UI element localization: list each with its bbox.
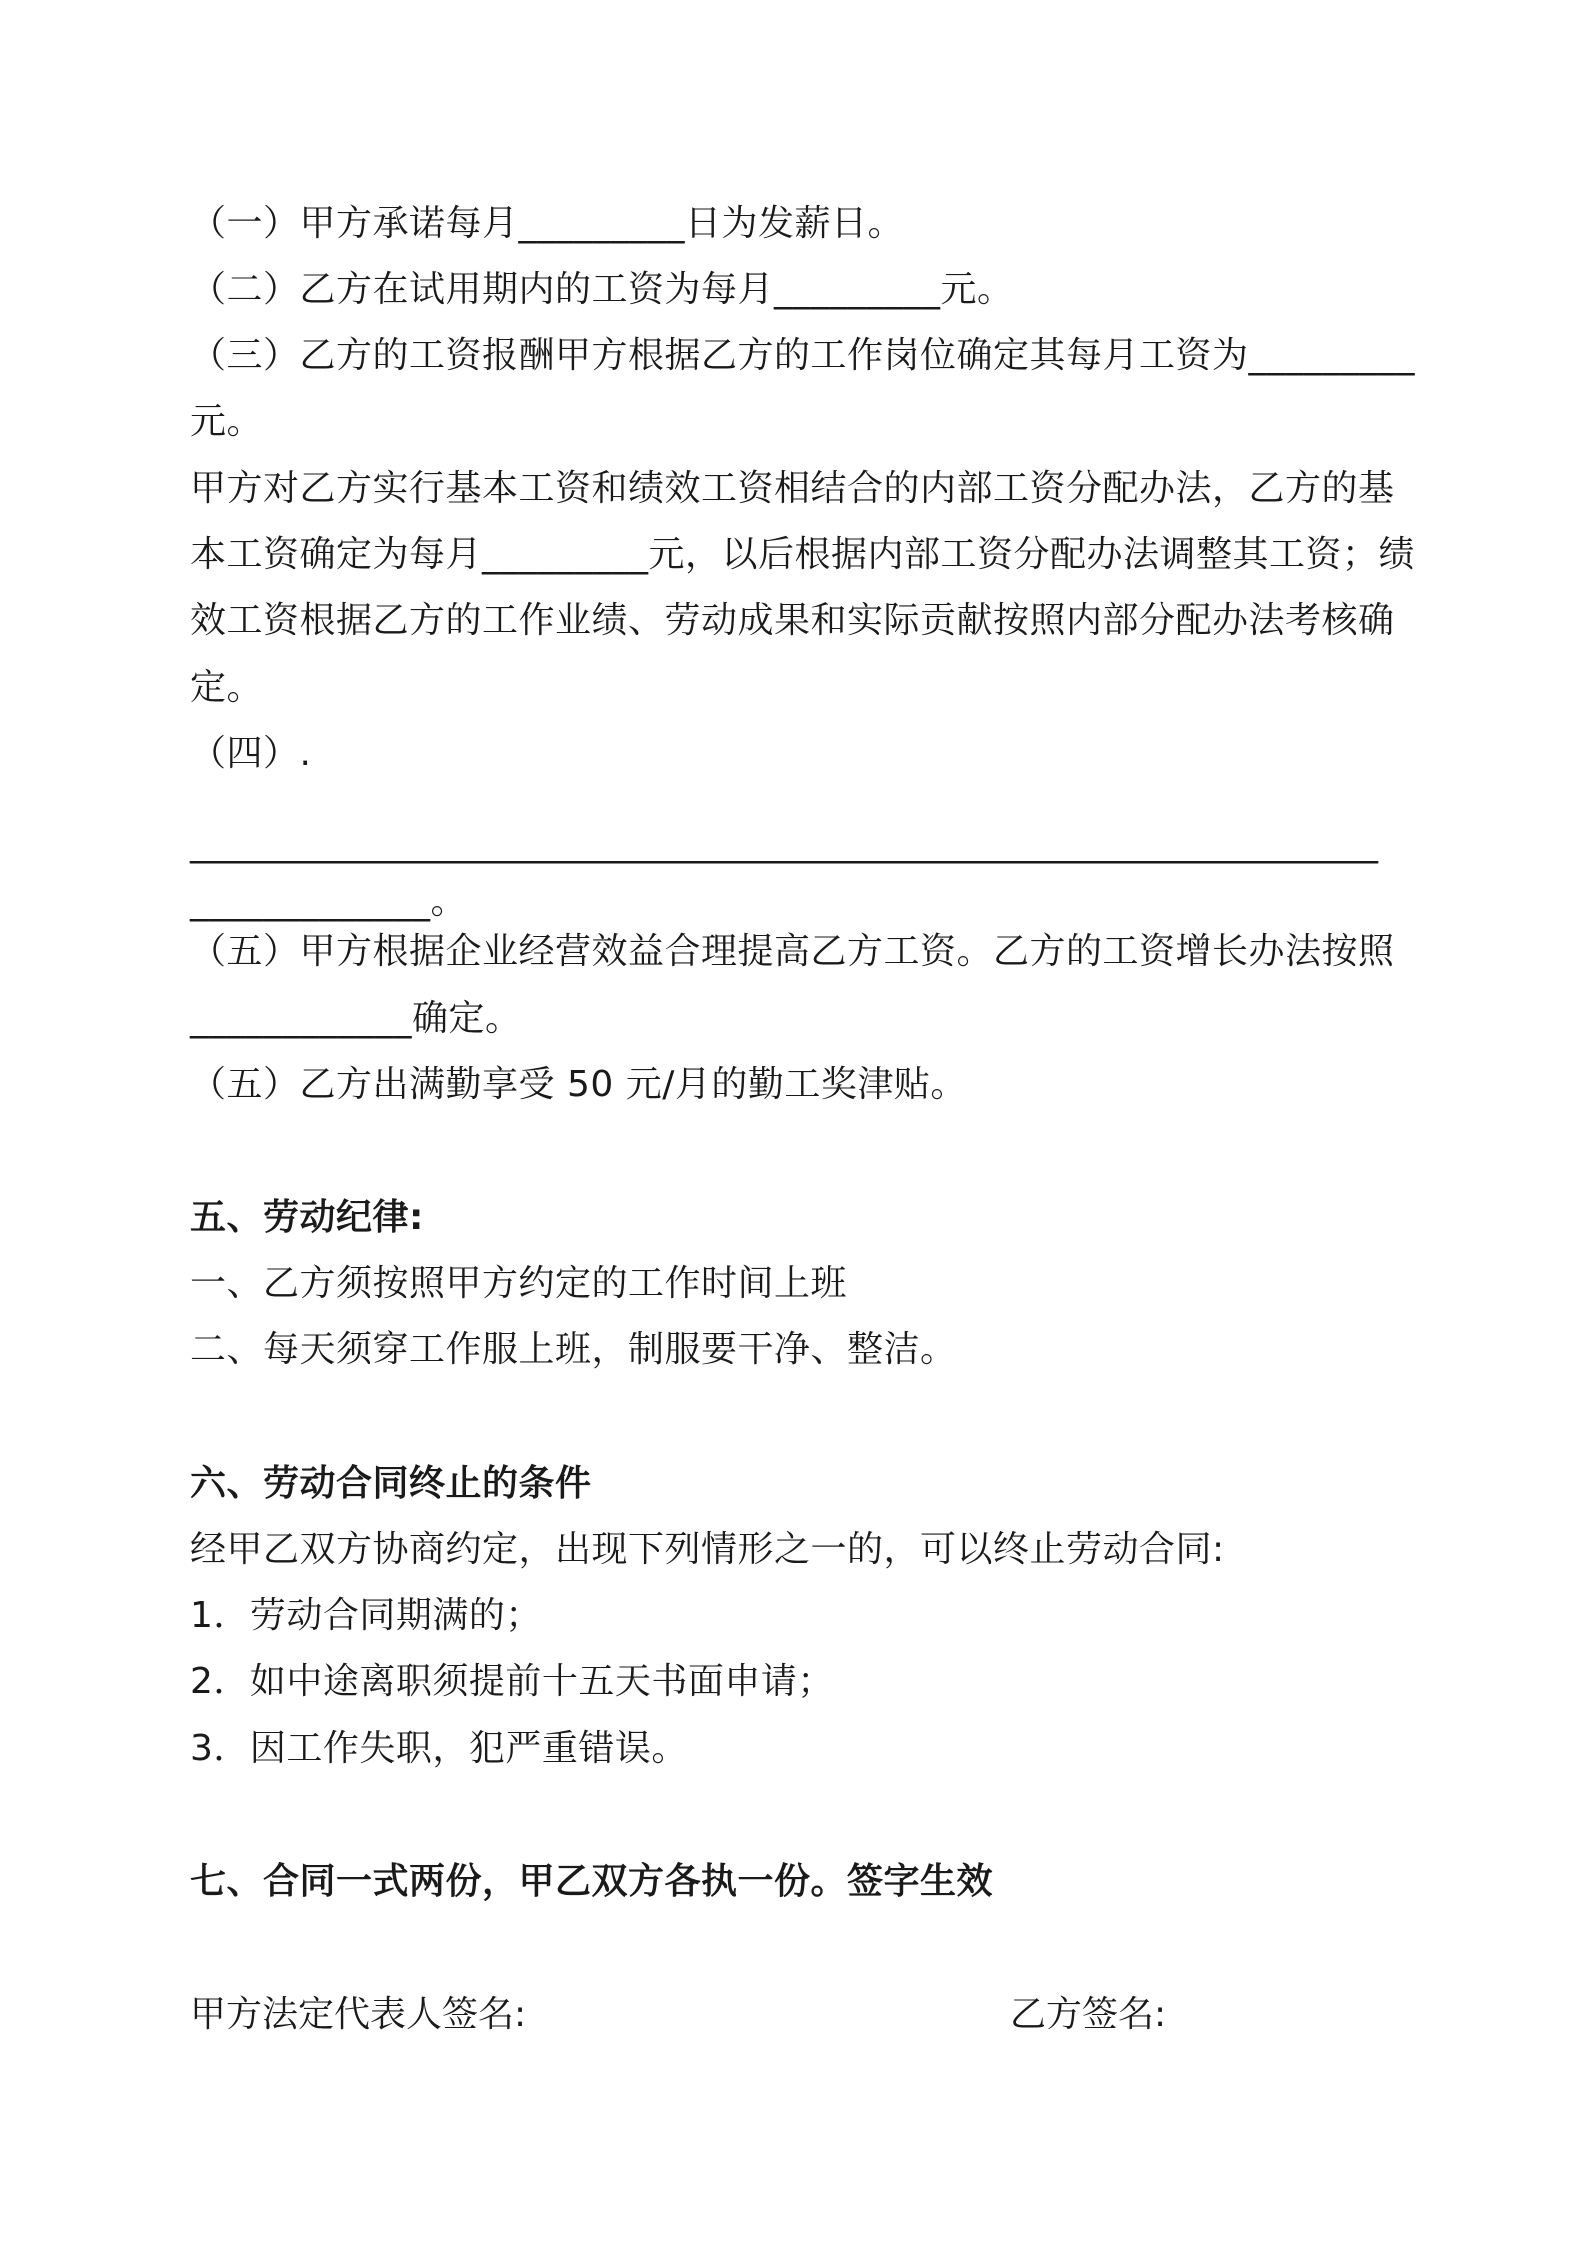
clause-item-5-line-2: ____________确定。 bbox=[190, 998, 522, 1039]
clause-item-5b: （五）乙方出满勤享受 50 元/月的勤工奖津贴。 bbox=[190, 1064, 967, 1105]
section-7-heading: 七、合同一式两份，甲乙双方各执一份。签字生效 bbox=[190, 1861, 994, 1902]
section-6-item-3: 3．因工作失职，犯严重错误。 bbox=[190, 1728, 688, 1769]
clause-item-3-line-1: （三）乙方的工资报酬甲方根据乙方的工作岗位确定其每月工资为_________ bbox=[190, 335, 1416, 376]
wage-paragraph-line-2: 本工资确定为每月_________元，以后根据内部工资分配办法调整其工资；绩 bbox=[190, 534, 1416, 575]
clause-item-2: （二）乙方在试用期内的工资为每月_________元。 bbox=[190, 269, 1014, 310]
clause-item-1: （一）甲方承诺每月_________日为发薪日。 bbox=[190, 203, 905, 244]
party-b-signature-label: 乙方签名: bbox=[1010, 1994, 1167, 2035]
clause-item-4-blank-line-2: _____________。 bbox=[190, 881, 467, 922]
party-a-signature-label: 甲方法定代表人签名: bbox=[190, 1994, 527, 2035]
section-5-item-2: 二、每天须穿工作服上班，制服要干净、整洁。 bbox=[190, 1329, 957, 1370]
clause-item-4: （四）. bbox=[190, 733, 312, 774]
clause-item-5-line-1: （五）甲方根据企业经营效益合理提高乙方工资。乙方的工资增长办法按照 bbox=[190, 931, 1395, 972]
wage-paragraph-line-1: 甲方对乙方实行基本工资和绩效工资相结合的内部工资分配办法，乙方的基 bbox=[190, 468, 1395, 509]
clause-item-4-blank-line-1: __________________________________________________________________ bbox=[190, 823, 1378, 864]
section-5-item-1: 一、乙方须按照甲方约定的工作时间上班 bbox=[190, 1263, 848, 1304]
section-5-heading: 五、劳动纪律: bbox=[190, 1197, 424, 1238]
section-6-heading: 六、劳动合同终止的条件 bbox=[190, 1463, 592, 1504]
wage-paragraph-line-4: 定。 bbox=[190, 667, 264, 708]
section-6-item-1: 1．劳动合同期满的； bbox=[190, 1595, 542, 1636]
section-6-item-2: 2．如中途离职须提前十五天书面申请； bbox=[190, 1661, 834, 1702]
clause-item-3-line-2: 元。 bbox=[190, 401, 264, 442]
wage-paragraph-line-3: 效工资根据乙方的工作业绩、劳动成果和实际贡献按照内部分配办法考核确 bbox=[190, 600, 1395, 641]
section-6-intro: 经甲乙双方协商约定，出现下列情形之一的，可以终止劳动合同: bbox=[190, 1529, 1225, 1570]
